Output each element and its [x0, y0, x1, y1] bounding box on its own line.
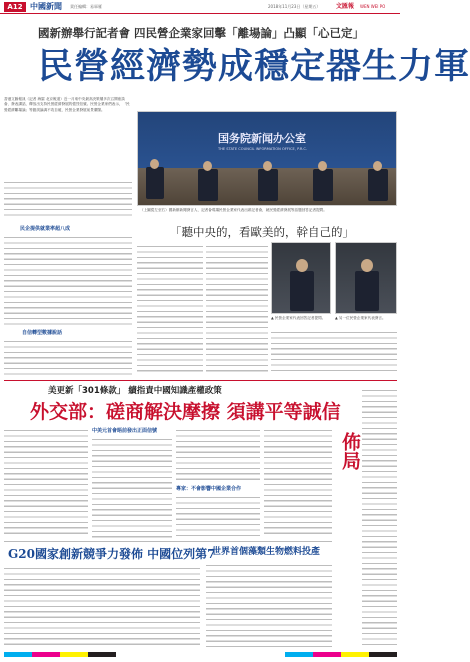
- speaker-head: [203, 161, 212, 171]
- colorbar-swatch: [32, 652, 60, 657]
- paper-name-en: WEN WEI PO: [360, 4, 386, 9]
- pull-quote: 「聽中央的，看歐美的，幹自己的」: [170, 225, 354, 239]
- speaker-figure: [198, 169, 218, 201]
- body-textlines-a: [137, 244, 203, 374]
- story4-headline: 世界首個藻類生物燃料投產: [212, 547, 321, 557]
- speaker-head: [150, 159, 159, 169]
- story3-textlines: [4, 566, 200, 648]
- speaker-photo-2-caption: ▲ 另一位民營企業家代表發言。: [335, 316, 386, 320]
- story2-textlines-5: [264, 428, 332, 538]
- photo-banner-en: THE STATE COUNCIL INFORMATION OFFICE, P.R.C.: [218, 147, 307, 151]
- headline-kicker: 國新辦舉行記者會 四民營企業家回擊「離場論」凸顯「心已定」: [38, 26, 365, 40]
- speaker-figure: [146, 167, 164, 199]
- lead-textlines-2: [4, 235, 132, 327]
- story3-headline: G20國家創新競爭力發佈 中國位列第7: [8, 547, 216, 561]
- press-conference-photo: [137, 111, 397, 206]
- paper-name: 文匯報: [336, 3, 355, 10]
- story2-textlines-3: [176, 428, 260, 483]
- speaker-photo-1-caption: ▲ 民營企業家代表回答記者提問。: [271, 316, 326, 320]
- lead-textlines-1: [4, 180, 132, 220]
- colorbar-swatch: [60, 652, 88, 657]
- story2-kicker: 美更新「301條款」 續指責中國知識產權政策: [48, 386, 222, 396]
- body-textlines-b: [206, 244, 268, 374]
- lead-column-1: [4, 97, 132, 181]
- section-name: 中國新聞: [30, 2, 62, 11]
- side-story-textlines: [362, 388, 397, 648]
- page-number-badge: A12: [4, 2, 26, 12]
- colorbar-swatch: [116, 652, 284, 657]
- colorbar-swatch: [369, 652, 397, 657]
- photo-banner-cn: 国务院新闻办公室: [218, 132, 306, 145]
- date-line: 2018年11月23日（星期五）: [268, 4, 321, 9]
- speaker-photo-2: [335, 242, 397, 314]
- story2-subhead-2: 專家：不會影響中國企業合作: [176, 486, 242, 492]
- story4-textlines: [206, 563, 332, 648]
- speaker-figure: [313, 169, 333, 201]
- section-divider: [4, 380, 397, 381]
- story2-textlines-2: [92, 437, 172, 538]
- colorbar-swatch: [341, 652, 369, 657]
- story2-textlines-4: [176, 495, 260, 538]
- lead-textlines-3: [4, 339, 132, 375]
- story-divider: [4, 541, 332, 542]
- lead-subhead-1: 民企提供就業率超八成: [20, 226, 71, 232]
- lead-paragraph: 香港文匯報訊（記者 海巖 北京報道）近一月來中央最高決策層多次召開座談會、發表講話，釋放出支持民營經濟發展的強烈信號。民營企業家們表示，「民營經濟離場論」等錯誤論調不攻自破，民營企業發展前景廣闊。: [4, 97, 130, 112]
- speaker-head: [318, 161, 327, 171]
- side-story-headline: 佈局: [339, 432, 361, 470]
- lead-subhead-2: 自信轉型數據說話: [22, 330, 63, 336]
- colorbar-swatch: [88, 652, 116, 657]
- story2-textlines-1: [4, 428, 88, 538]
- speaker-head: [373, 161, 382, 171]
- story2-headline: 外交部：磋商解決摩擦 須講平等誠信: [30, 401, 341, 423]
- colorbar-swatch: [285, 652, 313, 657]
- photo-caption: （上圖從左至右）國新辦新聞發言人、記者會現場民營企業家代表出席記者會，就民營經濟發展等話題回答記者提問。: [140, 208, 327, 212]
- headline-main: 民營經濟勢成穩定器生力軍: [38, 46, 470, 87]
- body-textlines-c: [271, 330, 397, 374]
- speaker-figure: [368, 169, 388, 201]
- speaker-photo-1: [271, 242, 331, 314]
- colorbar-swatch: [4, 652, 32, 657]
- colorbar-swatch: [313, 652, 341, 657]
- masthead: [0, 0, 400, 14]
- speaker-head: [296, 259, 308, 272]
- speaker-figure: [290, 271, 314, 311]
- print-colorbar: [4, 652, 397, 657]
- speaker-head: [361, 259, 373, 272]
- speaker-figure: [258, 169, 278, 201]
- editor-credit: 責任編輯：易軍雁: [70, 4, 102, 9]
- speaker-head: [263, 161, 272, 171]
- speaker-figure: [355, 271, 379, 311]
- story2-subhead-1: 中美元首會晤前發出正面信號: [92, 428, 158, 434]
